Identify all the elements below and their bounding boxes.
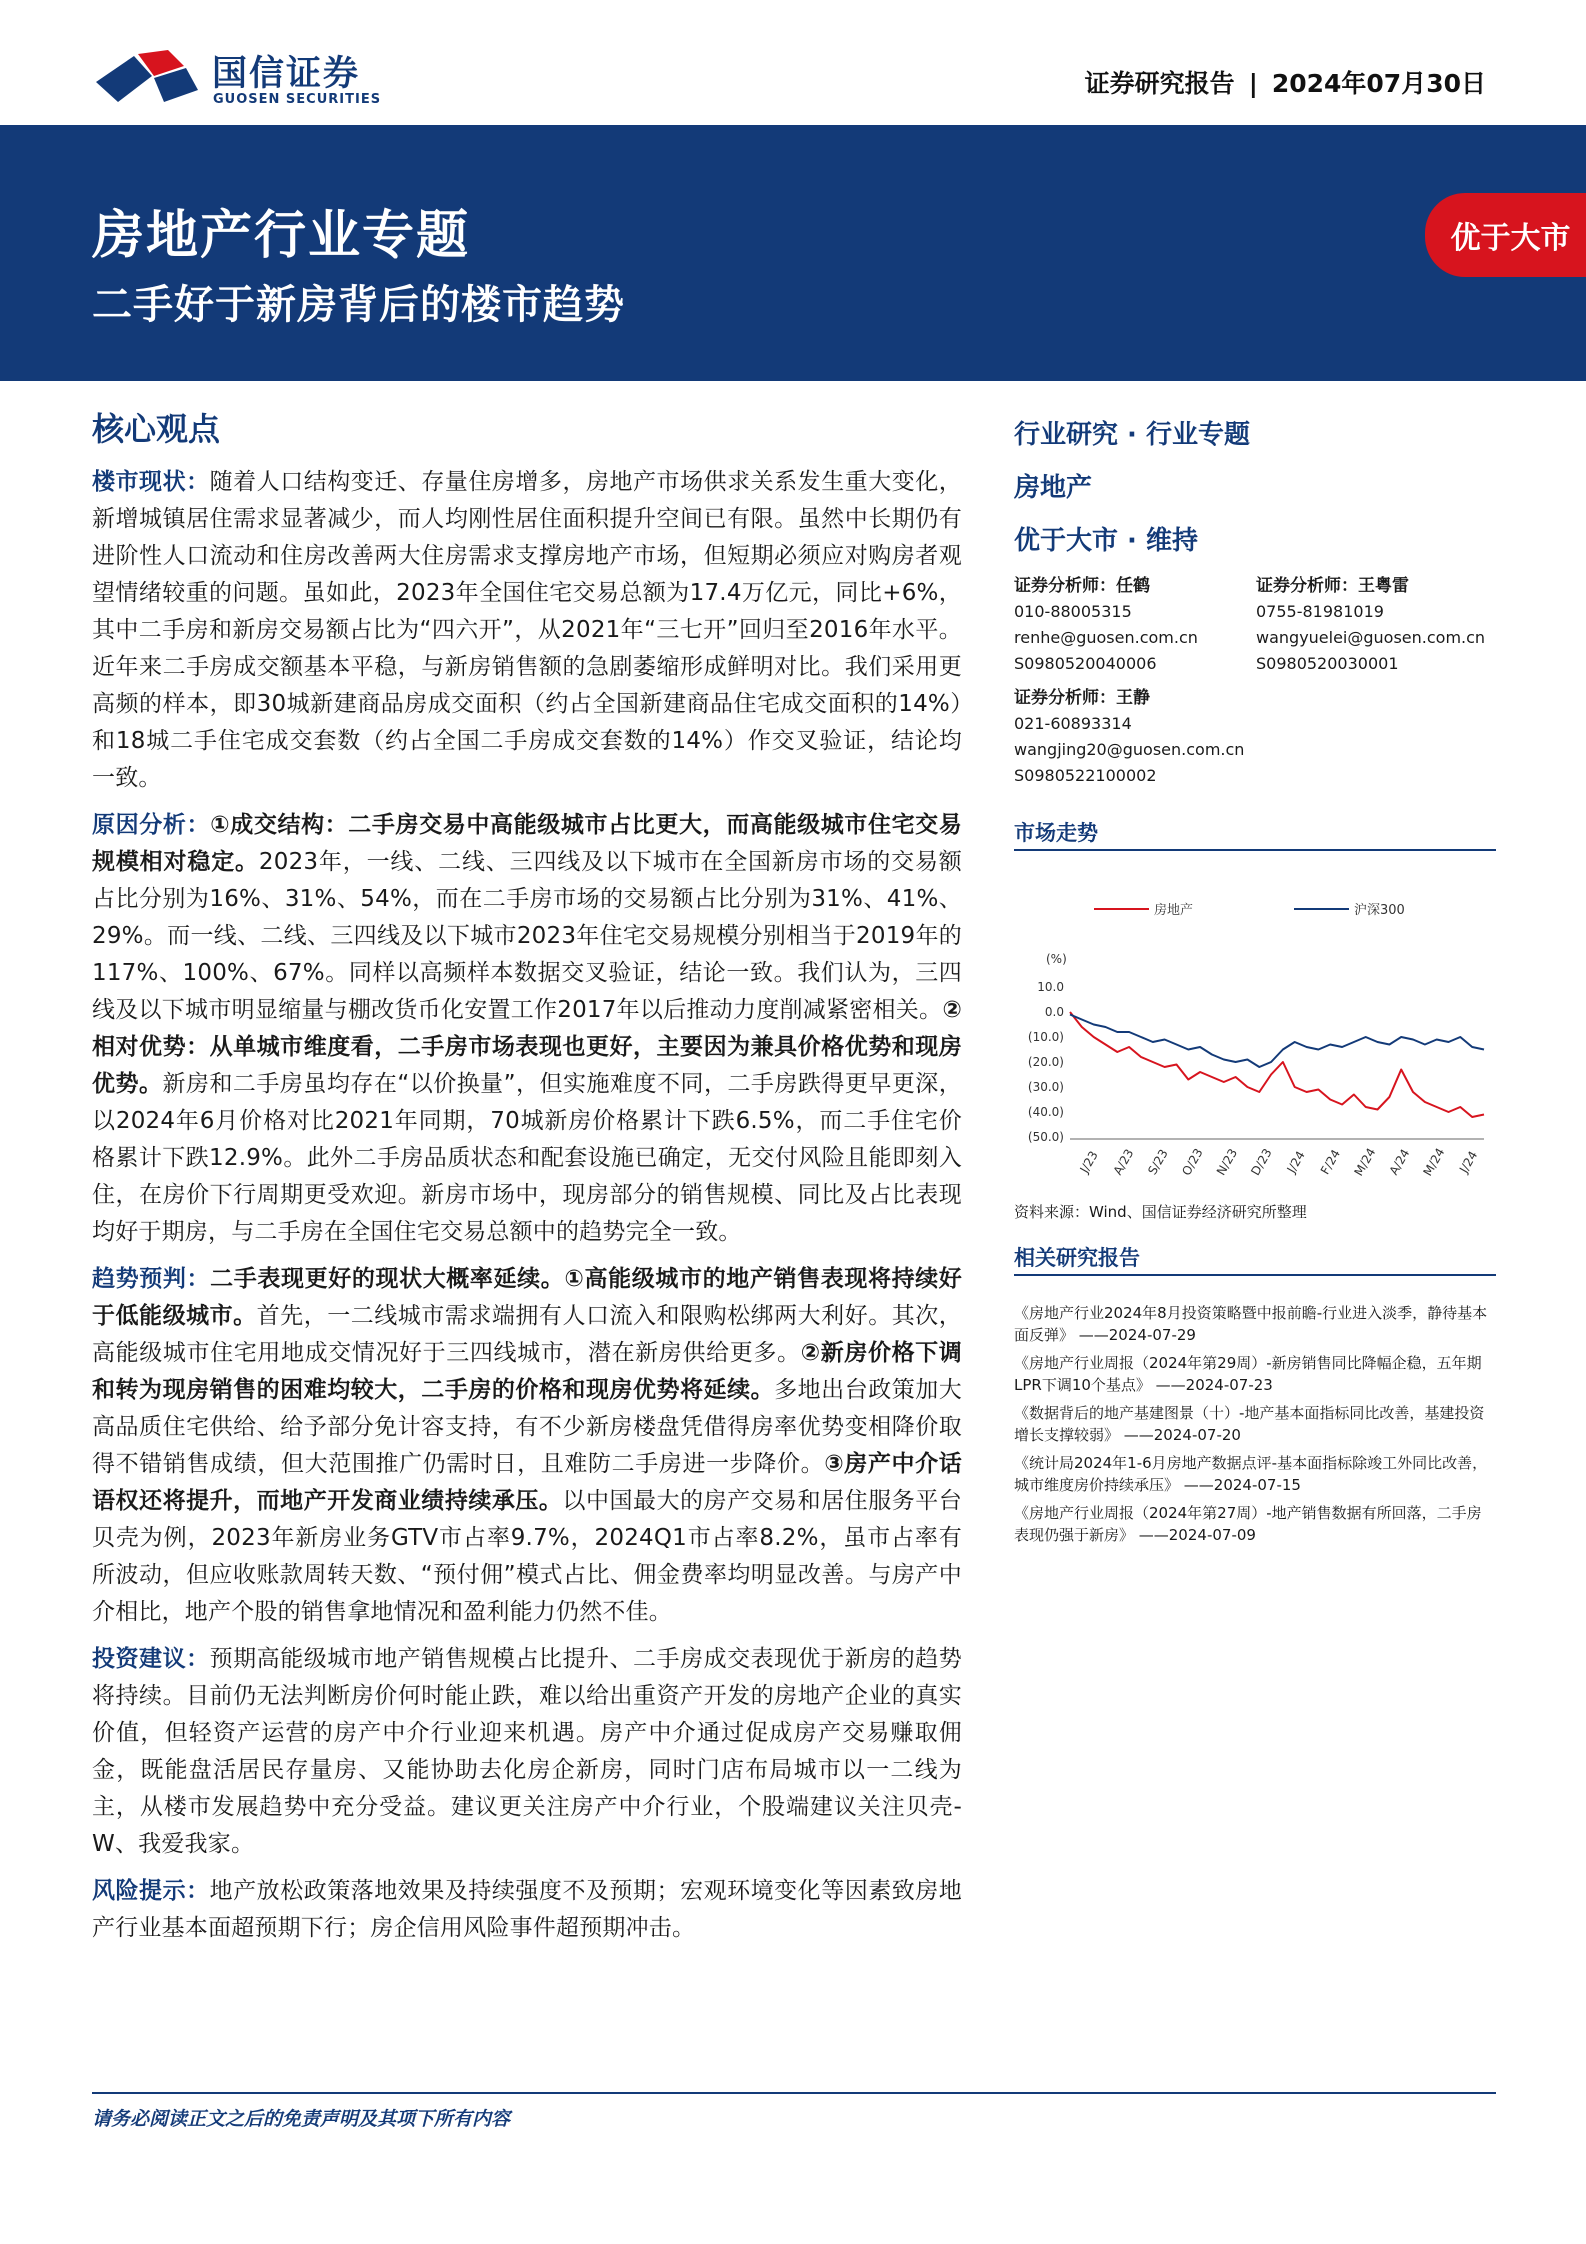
y-tick-label: (10.0) <box>1027 1030 1064 1044</box>
para-text: 多地出台政策加大高品质住宅供给、给予部分免计容支持，有不少新房楼盘凭借得房率优势变相降价取得不错销售成绩，但大范围推广仍需时日，且难防二手房进一步降价。 <box>92 1377 962 1477</box>
chart-source: 资料来源：Wind、国信证券经济研究所整理 <box>1014 1203 1307 1221</box>
x-tick-label: A/23 <box>1110 1146 1137 1178</box>
para-text: 2023年，一线、二线、三四线及以下城市在全国新房市场的交易额占比分别为16%、31%、54%，而在二手房市场的交易额占比分别为31%、41%、29%。而一线、二线、三四线及以下城市2023年住宅交易规模分别相当于2019年的117%、100%、67%。同样以高频样本数据交叉验证，结论一致。我们认为，三四线及以下城市明显缩量与棚改货币化安置工作2017年以后推动力度削减紧密相关。 <box>92 849 962 1023</box>
analyst-phone: 021-60893314 <box>1014 714 1132 733</box>
analyst-card <box>1014 573 1256 677</box>
para-text: 随着人口结构变迁、存量住房增多，房地产市场供求关系发生重大变化，新增城镇居住需求显著减少，而人均刚性居住面积提升空间已有限。虽然中长期仍有进阶性人口流动和住房改善两大住房需求支撑房地产市场，但短期必须应对购房者观望情绪较重的问题。虽如此，2023年全国住宅交易总额为17.4万亿元，同比+6%，其中二手房和新房交易额占比为“四六开”，从2021年“三七开”回归至2016年水平。近年来二手房成交额基本平稳，与新房销售额的急剧萎缩形成鲜明对比。我们采用更高频的样本，即30城新建商品房成交面积（约占全国新建商品住宅成交面积的14%）和18城二手住宅成交套数（约占全国二手房成交套数的14%）作交叉验证，结论均一致。 <box>92 469 963 791</box>
series-line <box>1070 1012 1484 1117</box>
report-meta <box>1085 64 1486 100</box>
x-tick-label: O/23 <box>1179 1146 1206 1178</box>
x-tick-label: M/24 <box>1351 1145 1379 1179</box>
paragraph-risk-warning <box>92 1873 962 1947</box>
related-report-item[interactable]: 《数据背后的地产基建图景（十）-地产基本面指标同比改善，基建投资增长支撑较弱》 ——2024-07-20 <box>1014 1404 1485 1444</box>
analyst-cert: S0980522100002 <box>1014 766 1157 785</box>
related-report-item[interactable]: 《房地产行业2024年8月投资策略暨中报前瞻-行业进入淡季，静待基本面反弹》 ——2024-07-29 <box>1014 1304 1488 1344</box>
para-text: 以中国最大的房产交易和居住服务平台贝壳为例，2023年新房业务GTV市占率9.7%，2024Q1市占率8.2%，虽市占率有所波动，但应收账款周转天数、“预付佣”模式占比、佣金费率均明显改善。与房产中介相比，地产个股的销售拿地情况和盈利能力仍然不佳。 <box>92 1488 963 1625</box>
para-bold: ①成交结构：二手房交易中高能级城市占比更大，而高能级城市住宅交易规模相对稳定。 <box>92 812 963 875</box>
analyst-email[interactable]: renhe@guosen.com.cn <box>1014 628 1198 647</box>
analyst-email[interactable]: wangyuelei@guosen.com.cn <box>1256 628 1486 647</box>
x-tick-label: M/24 <box>1420 1145 1448 1179</box>
rating-badge: 优于大市 <box>1425 193 1586 277</box>
para-lead: 趋势预判： <box>92 1266 211 1292</box>
analyst-list <box>1014 573 1496 797</box>
report-type: 证券研究报告 <box>1084 69 1235 98</box>
related-reports-list <box>1014 1302 1496 1546</box>
analyst-email[interactable]: wangjing20@guosen.com.cn <box>1014 740 1245 759</box>
analyst-name: 证券分析师：王静 <box>1014 688 1150 708</box>
section-title: 核心观点 <box>92 410 221 448</box>
y-tick-label: 10.0 <box>1037 980 1064 994</box>
para-lead: 楼市现状： <box>92 469 210 495</box>
y-tick-label: (50.0) <box>1027 1130 1064 1144</box>
x-tick-label: F/24 <box>1317 1147 1344 1177</box>
para-text: 新房和二手房虽均存在“以价换量”，但实施难度不同，二手房跌得更早更深，以2024年6月价格对比2021年同期，70城新房价格累计下跌6.5%，而二手住宅价格累计下跌12.9%。此外二手房品质状态和配套设施已确定，无交付风险且能即刻入住，在房价下行周期更受欢迎。新房市场中，现房部分的销售规模、同比及占比表现均好于期房，与二手房在全国住宅交易总额中的趋势完全一致。 <box>92 1071 962 1245</box>
related-report-item[interactable]: 《房地产行业周报（2024年第27周）-地产销售数据有所回落，二手房表现仍强于新房》 ——2024-07-09 <box>1014 1504 1482 1544</box>
related-reports-heading: 相关研究报告 <box>1014 1242 1496 1276</box>
para-lead: 风险提示： <box>92 1878 210 1904</box>
para-text: 预期高能级城市地产销售规模占比提升、二手房成交表现优于新房的趋势将持续。目前仍无法判断房价何时能止跌，难以给出重资产开发的房地产企业的真实价值，但轻资产运营的房产中介行业迎来机遇。房产中介通过促成房产交易赚取佣金，既能盘活居民存量房、又能协助去化房企新房，同时门店布局城市以一二线为主，从楼市发展趋势中充分受益。建议更关注房产中介行业，个股端建议关注贝壳-W、我爱我家。 <box>92 1646 963 1857</box>
meta-separator: | <box>1248 69 1258 98</box>
y-tick-label: 0.0 <box>1044 1005 1064 1019</box>
analyst-name: 证券分析师：任鹤 <box>1014 576 1150 596</box>
para-lead: 原因分析： <box>92 812 211 838</box>
para-bold: ③房产中介话语权还将提升，而地产开发商业绩持续承压。 <box>92 1451 962 1514</box>
logo-text-en: GUOSEN SECURITIES <box>213 92 382 107</box>
analyst-card <box>1256 573 1496 677</box>
paragraph-trend-forecast <box>92 1261 962 1631</box>
paragraph-investment-advice <box>92 1641 962 1863</box>
guosen-logo-icon <box>92 46 202 108</box>
footer-disclaimer: 请务必阅读正文之后的免责声明及其项下所有内容 <box>92 2108 511 2130</box>
paragraph-market-status <box>92 464 962 797</box>
x-tick-label: J/24 <box>1284 1148 1308 1176</box>
company-logo <box>92 42 392 112</box>
para-text: 地产放松政策落地效果及持续强度不及预期；宏观环境变化等因素致房地产行业基本面超预期下行；房企信用风险事件超预期冲击。 <box>92 1878 963 1941</box>
related-report-item[interactable]: 《房地产行业周报（2024年第29周）-新房销售同比降幅企稳，五年期LPR下调10个基点》 ——2024-07-23 <box>1014 1354 1482 1394</box>
core-views-section <box>92 404 962 1957</box>
y-tick-label: (20.0) <box>1027 1055 1064 1069</box>
analyst-card <box>1014 685 1256 789</box>
report-title: 房地产行业专题 <box>92 206 471 266</box>
line-chart-svg <box>1014 891 1496 1191</box>
logo-text-cn: 国信证券 <box>212 54 361 94</box>
legend-label: 房地产 <box>1154 903 1194 918</box>
para-text: 首先，一二线城市需求端拥有人口流入和限购松绑两大利好。其次，高能级城市住宅用地成交情况好于三四线城市，潜在新房供给更多。 <box>92 1303 962 1366</box>
market-trend-heading: 市场走势 <box>1014 817 1496 851</box>
x-tick-label: J/24 <box>1456 1148 1481 1176</box>
sidebar <box>1014 414 1496 1552</box>
related-report-item[interactable]: 《统计局2024年1-6月房地产数据点评-基本面指标除竣工外同比改善，城市维度房价持续承压》 ——2024-07-15 <box>1014 1454 1488 1494</box>
y-axis-label: (%) <box>1046 952 1067 966</box>
para-lead: 投资建议： <box>92 1646 210 1672</box>
analyst-phone: 010-88005315 <box>1014 602 1132 621</box>
analyst-name: 证券分析师：王粤雷 <box>1256 576 1409 596</box>
y-tick-label: (40.0) <box>1027 1105 1064 1119</box>
x-tick-label: J/23 <box>1077 1148 1101 1176</box>
analyst-cert: S0980520040006 <box>1014 654 1157 673</box>
y-tick-label: (30.0) <box>1027 1080 1064 1094</box>
rating-status: 优于大市 · 维持 <box>1014 526 1198 556</box>
industry-name: 房地产 <box>1014 473 1093 503</box>
title-banner <box>0 125 1586 381</box>
x-tick-label: A/24 <box>1386 1146 1413 1178</box>
analyst-phone: 0755-81981019 <box>1256 602 1384 621</box>
analyst-cert: S0980520030001 <box>1256 654 1399 673</box>
market-trend-chart <box>1014 891 1496 1191</box>
footer-divider <box>92 2092 1496 2094</box>
para-bold: ②新房价格下调和转为现房销售的困难均较大，二手房的价格和现房优势将延续。 <box>92 1340 963 1403</box>
x-tick-label: N/23 <box>1213 1146 1241 1178</box>
para-bold: ②相对优势：从单城市维度看，二手房市场表现也更好，主要因为兼具价格优势和现房优势。 <box>92 997 962 1097</box>
x-tick-label: S/23 <box>1145 1146 1171 1178</box>
series-line <box>1070 1015 1484 1068</box>
research-category: 行业研究 · 行业专题 <box>1014 420 1250 450</box>
report-subtitle: 二手好于新房背后的楼市趋势 <box>92 282 625 328</box>
para-bold: 二手表现更好的现状大概率延续。①高能级城市的地产销售表现将持续好于低能级城市。 <box>92 1266 963 1329</box>
report-date: 2024年07月30日 <box>1271 69 1486 98</box>
paragraph-cause-analysis <box>92 807 962 1251</box>
x-tick-label: D/23 <box>1248 1146 1275 1178</box>
legend-label: 沪深300 <box>1354 903 1405 918</box>
